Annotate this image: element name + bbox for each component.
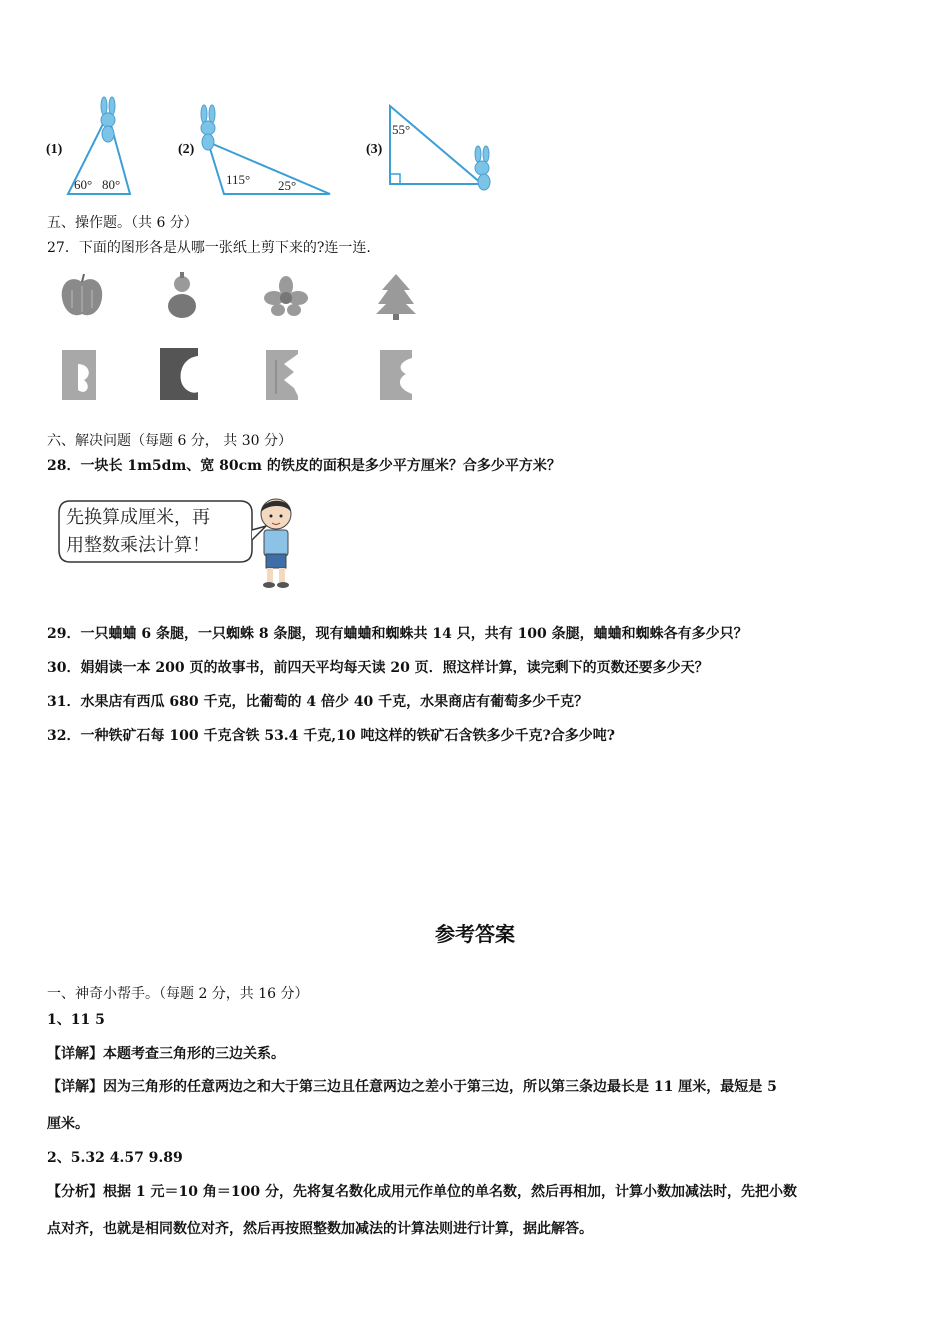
answer-1-detail-1: 【详解】本题考查三角形的三边关系。	[47, 1046, 285, 1062]
gourd-cutout-icon	[162, 272, 202, 320]
paper-piece-2-icon	[160, 348, 200, 400]
answer-1-detail-2-line2: 厘米。	[47, 1116, 89, 1132]
answer-2: 2、5.32 4.57 9.89	[47, 1150, 183, 1166]
apple-cutout-icon	[60, 274, 104, 318]
question-29: 29．一只蛐蛐 6 条腿，一只蜘蛛 8 条腿，现有蛐蛐和蜘蛛共 14 只，共有 100 条腿，蛐蛐和蜘蛛各有多少只？	[47, 626, 748, 642]
question-28: 28．一块长 1m5dm、宽 80cm 的铁皮的面积是多少平方厘米？合多少平方米？	[47, 458, 561, 474]
triangle-1-angle-b: 80°	[102, 177, 121, 192]
question-31: 31．水果店有西瓜 680 千克，比葡萄的 4 倍少 40 千克，水果商店有葡萄多少千克？	[47, 694, 589, 710]
question-32: 32．一种铁矿石每 100 千克含铁 53.4 千克,10 吨这样的铁矿石含铁多少千克?合多少吨?	[47, 728, 615, 744]
section5-heading: 五、操作题。（共 6 分）	[47, 215, 198, 231]
answer-1-detail-2-line1: 【详解】因为三角形的任意两边之和大于第三边且任意两边之差小于第三边，所以第三条边最长是 11 厘米，最短是 5	[47, 1079, 777, 1095]
triangle-1-label: (1)	[46, 142, 63, 157]
answers-title: 参考答案	[435, 922, 515, 946]
triangle-3-shape	[390, 106, 482, 184]
triangle-2-figure	[196, 104, 336, 198]
flower-cutout-icon	[264, 276, 308, 316]
answers-section1-heading: 一、神奇小帮手。（每题 2 分，共 16 分）	[47, 986, 309, 1002]
paper-piece-3-icon	[266, 350, 300, 400]
answer-1: 1、11 5	[47, 1012, 105, 1028]
triangle-3-label: (3)	[366, 142, 383, 157]
triangle-3-angle-a: 55°	[392, 122, 411, 137]
question-30: 30．娟娟读一本 200 页的故事书，前四天平均每天读 20 页．照这样计算，读完剩下的页数还要多少天？	[47, 660, 709, 676]
rabbit-icon	[201, 105, 215, 150]
question-27: 27．下面的图形各是从哪一张纸上剪下来的?连一连.	[47, 240, 371, 256]
rabbit-icon	[101, 97, 115, 142]
answer-2-analysis-line2: 点对齐，也就是相同数位对齐，然后再按照整数加减法的计算法则进行计算，据此解答。	[47, 1221, 593, 1237]
right-angle-mark	[390, 174, 400, 184]
section6-heading: 六、解决问题（每题 6 分， 共 30 分）	[47, 433, 292, 449]
bubble-line-1: 先换算成厘米，再	[66, 507, 210, 528]
triangle-2-label: (2)	[178, 142, 195, 157]
triangle-2-angle-a: 115°	[226, 172, 251, 187]
tree-cutout-icon	[376, 274, 416, 320]
bubble-line-2: 用整数乘法计算！	[66, 535, 210, 556]
answer-2-analysis-line1: 【分析】根据 1 元＝10 角＝100 分，先将复名数化成用元作单位的单名数，然后再相加，计算小数加减法时，先把小数	[47, 1184, 797, 1200]
triangle-3-figure	[386, 104, 500, 196]
triangle-1-angle-a: 60°	[74, 177, 93, 192]
boy-illustration-icon	[252, 494, 302, 590]
paper-piece-4-icon	[380, 350, 414, 400]
triangle-2-angle-b: 25°	[278, 178, 297, 193]
triangle-1-figure	[60, 96, 140, 200]
paper-piece-1-icon	[62, 350, 98, 400]
